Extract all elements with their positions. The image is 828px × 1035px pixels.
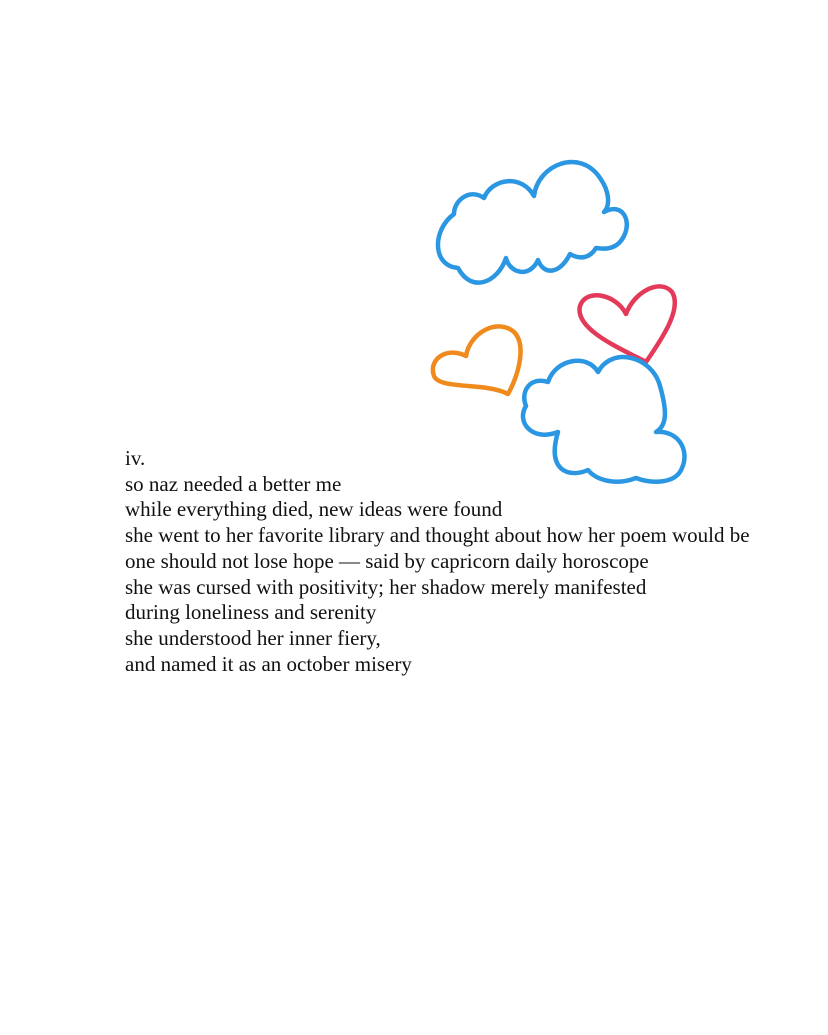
poem-heading: iv.	[125, 446, 146, 470]
poem-line: and named it as an october misery	[125, 651, 412, 676]
doodle-illustration	[420, 150, 700, 490]
poem-line: during loneliness and serenity	[125, 600, 377, 625]
heart-orange-icon	[433, 326, 521, 394]
poem-line: she went to her favorite library and thought about how her poem would be	[125, 523, 750, 548]
poem-line: one should not lose hope — said by capricorn daily horoscope	[125, 548, 649, 573]
heart-red-icon	[580, 286, 675, 362]
poem-line: she understood her inner fiery,	[125, 625, 381, 650]
clouds-and-hearts-drawing	[420, 150, 700, 490]
poem-line: she was cursed with positivity; her shadow merely manifested	[125, 574, 647, 599]
cloud-upper-icon	[438, 162, 627, 283]
poem	[125, 446, 785, 677]
poem-line: while everything died, new ideas were found	[125, 497, 503, 522]
poem-line: so naz needed a better me	[125, 471, 342, 496]
